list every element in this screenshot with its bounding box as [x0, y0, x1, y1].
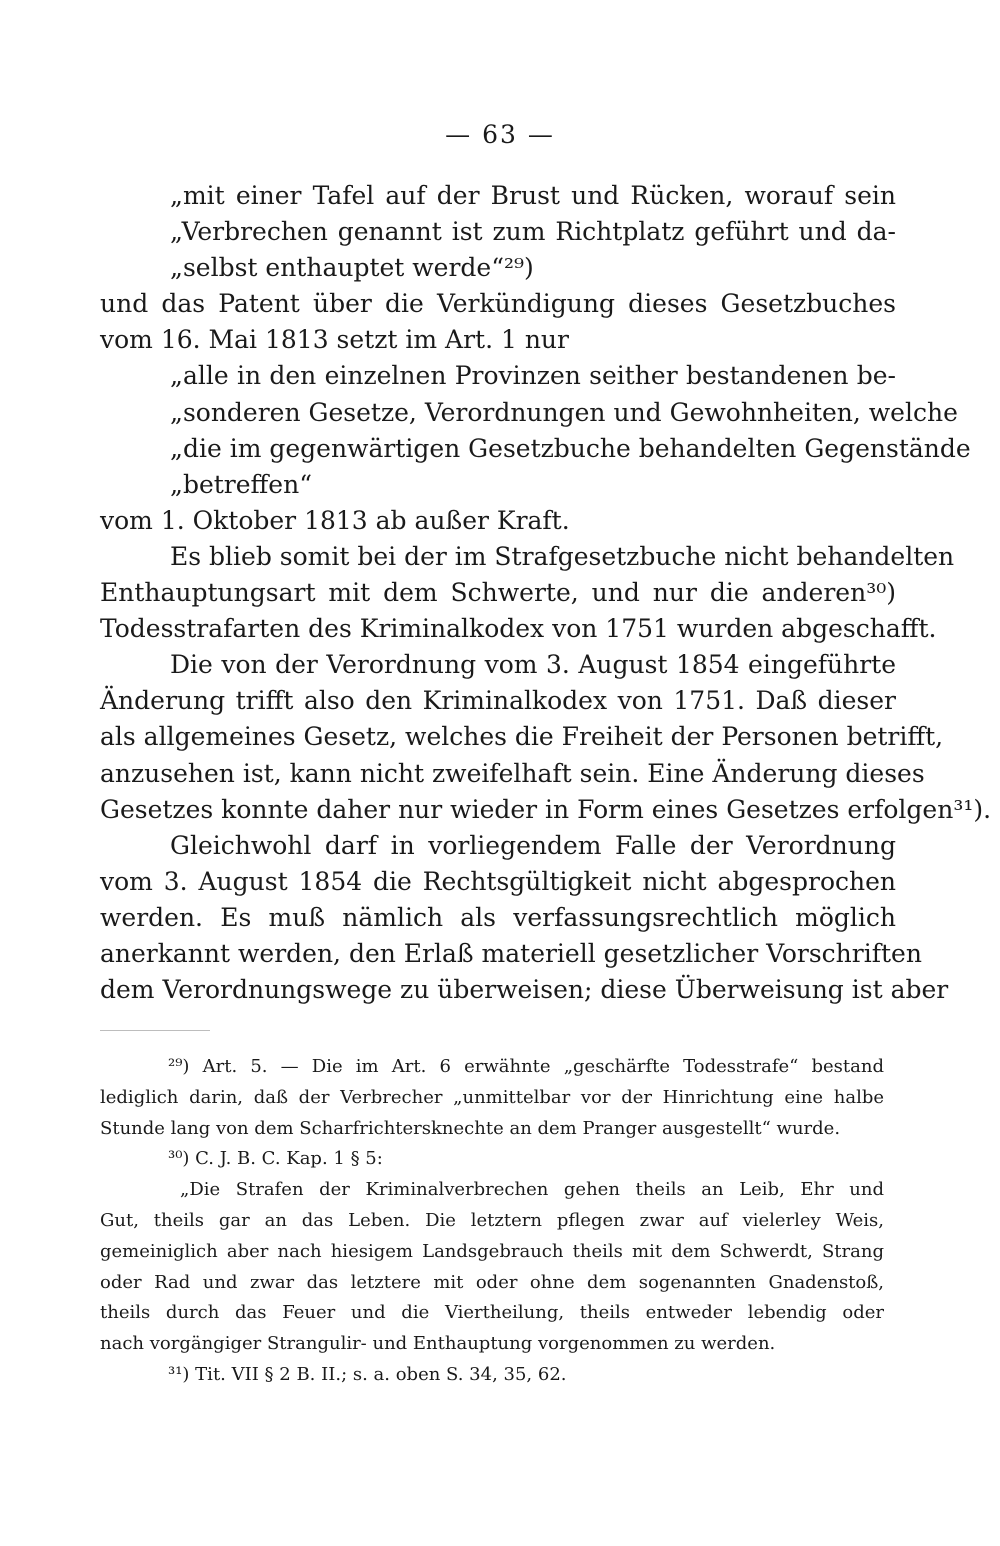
footnote-line: ³¹) Tit. VII § 2 B. II.; s. a. oben S. 34, 35, 62.: [168, 1363, 567, 1385]
footnote-line: Stunde lang von dem Scharfrichtersknechte an dem Pranger ausgestellt“ wurde.: [100, 1117, 841, 1139]
text-line: „sonderen Gesetze, Verordnungen und Gewohnheiten, welche: [170, 397, 958, 427]
body-text: [100, 178, 992, 1008]
text-line: Todesstrafarten des Kriminalkodex von 1751 wurden abgeschafft.: [100, 614, 937, 644]
text-line: als allgemeines Gesetz, welches die Freiheit der Personen betrifft,: [100, 722, 944, 752]
footnote-line: Gut, theils gar an das Leben. Die letztern pflegen zwar auf vielerley Weis,: [100, 1209, 884, 1231]
text-line: Gesetzes konnte daher nur wieder in Form eines Gesetzes erfolgen³¹).: [100, 794, 992, 824]
text-line: dem Verordnungswege zu überweisen; diese Überweisung ist aber: [100, 975, 949, 1005]
text-line: „betreffen“: [170, 469, 312, 499]
text-line: „Verbrechen genannt ist zum Richtplatz geführt und da-: [170, 217, 896, 247]
text-line: werden. Es muß nämlich als verfassungsrechtlich möglich: [100, 902, 896, 932]
text-line: Gleichwohl darf in vorliegendem Falle der Verordnung: [170, 830, 896, 860]
footnote-line: „Die Strafen der Kriminalverbrechen gehen theils an Leib, Ehr und: [180, 1179, 884, 1201]
footnotes: [100, 1052, 884, 1391]
text-line: „die im gegenwärtigen Gesetzbuche behandelten Gegenstände: [170, 433, 971, 463]
text-line: „selbst enthauptet werde“²⁹): [170, 253, 534, 283]
page-number: — 63 —: [445, 120, 555, 149]
text-line: Enthauptungsart mit dem Schwerte, und nur die anderen³⁰): [100, 578, 896, 608]
footnote-separator: [100, 1030, 210, 1031]
footnote-line: oder Rad und zwar das letztere mit oder ohne dem sogenannten Gnadenstoß,: [100, 1271, 884, 1293]
footnote-line: ²⁹) Art. 5. — Die im Art. 6 erwähnte „geschärfte Todesstrafe“ bestand: [168, 1056, 884, 1077]
footnote-line: gemeiniglich aber nach hiesigem Landsgebrauch theils mit dem Schwerdt, Strang: [100, 1240, 884, 1262]
text-line: vom 3. August 1854 die Rechtsgültigkeit nicht abgesprochen: [100, 866, 896, 896]
text-line: „mit einer Tafel auf der Brust und Rücken, worauf sein: [170, 181, 896, 210]
text-line: Änderung trifft also den Kriminalkodex von 1751. Daß dieser: [100, 686, 896, 716]
text-line: anerkannt werden, den Erlaß materiell gesetzlicher Vorschriften: [100, 938, 922, 968]
footnote-line: ³⁰) C. J. B. C. Kap. 1 § 5:: [168, 1148, 383, 1170]
text-line: Es blieb somit bei der im Strafgesetzbuche nicht behandelten: [170, 541, 955, 571]
footnote-line: theils durch das Feuer und die Viertheilung, theils entweder lebendig oder: [100, 1302, 884, 1324]
text-line: „alle in den einzelnen Provinzen seither bestandenen be-: [170, 361, 896, 391]
text-line: und das Patent über die Verkündigung dieses Gesetzbuches: [100, 289, 896, 319]
text-line: anzusehen ist, kann nicht zweifelhaft sein. Eine Änderung dieses: [100, 758, 925, 788]
text-line: vom 1. Oktober 1813 ab außer Kraft.: [100, 505, 570, 535]
text-line: Die von der Verordnung vom 3. August 1854 eingeführte: [170, 650, 896, 680]
footnote-line: nach vorgängiger Strangulir- und Enthauptung vorgenommen zu werden.: [100, 1333, 776, 1355]
text-line: vom 16. Mai 1813 setzt im Art. 1 nur: [100, 325, 569, 355]
footnote-line: lediglich darin, daß der Verbrecher „unmittelbar vor der Hinrichtung eine halbe: [100, 1086, 884, 1108]
